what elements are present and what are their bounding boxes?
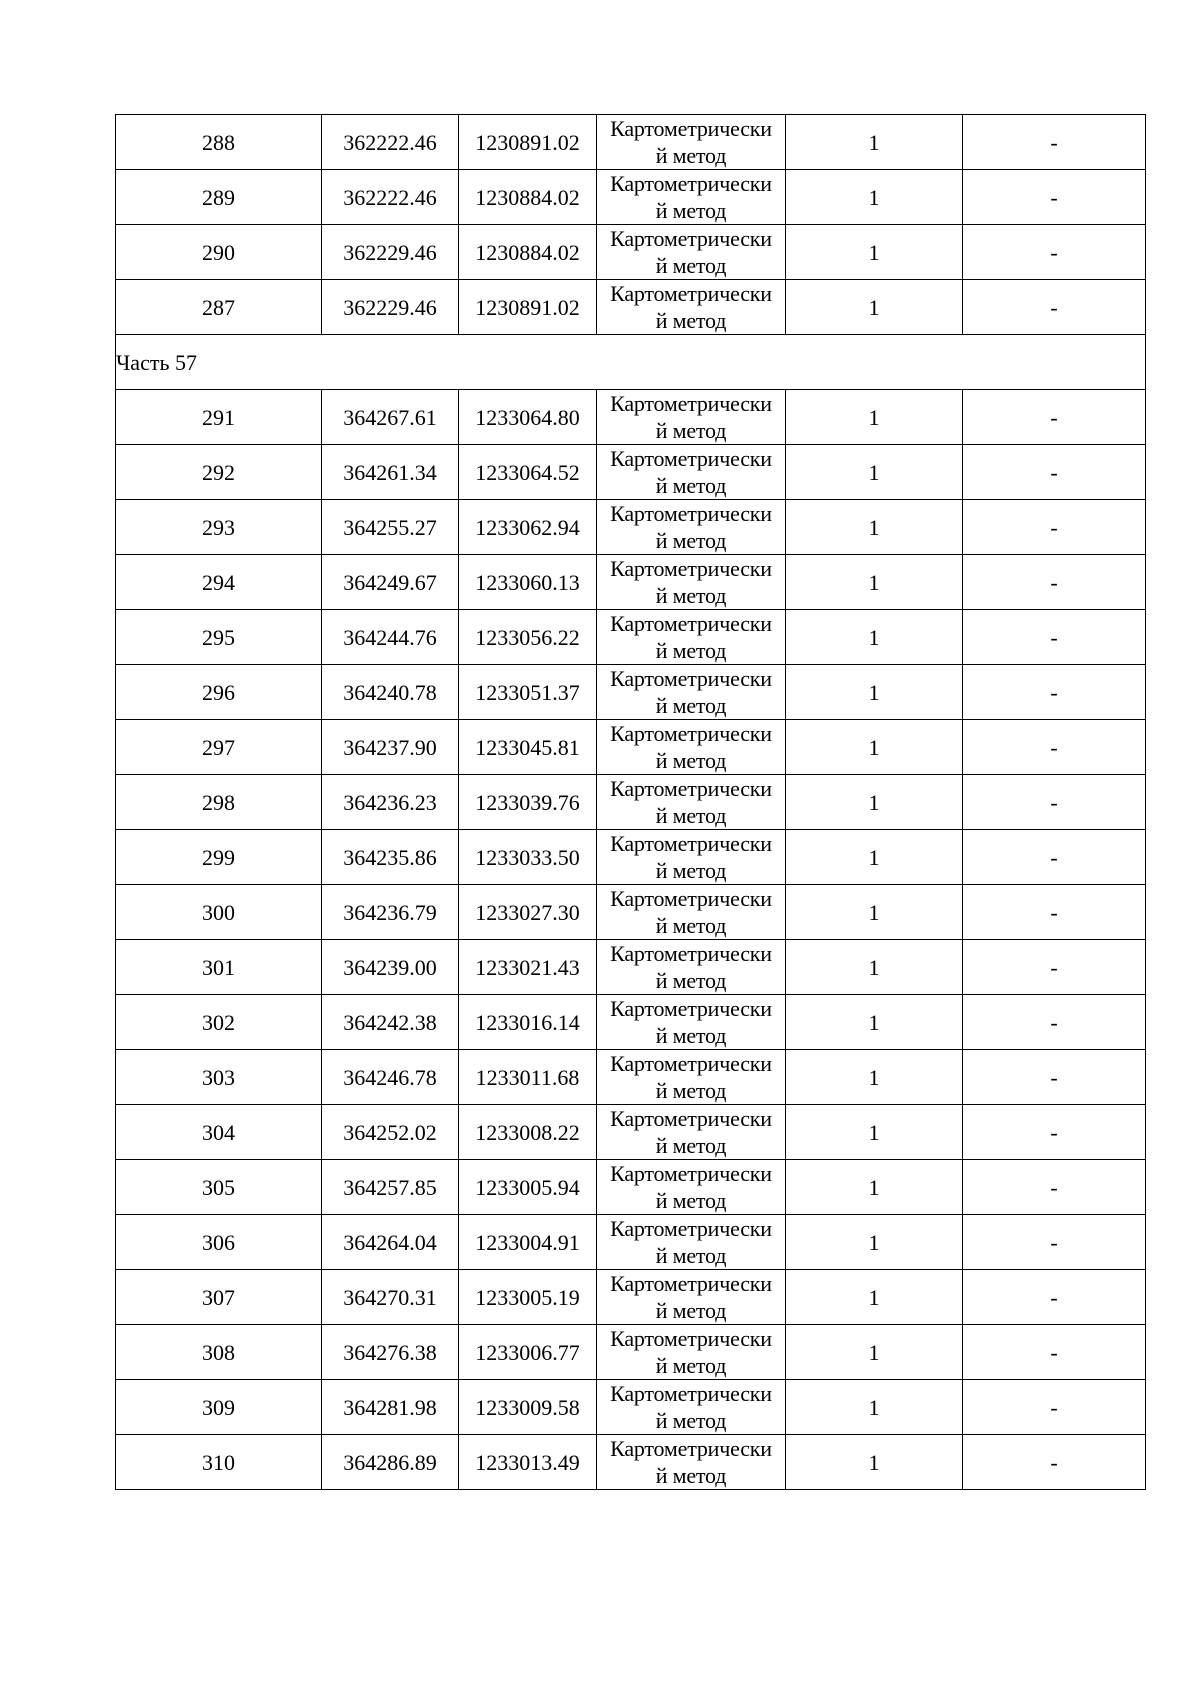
x-coordinate-cell: 364286.89	[322, 1435, 459, 1490]
y-coordinate-cell: 1233039.76	[459, 775, 597, 830]
x-coordinate-cell: 364249.67	[322, 555, 459, 610]
accuracy-cell: 1	[786, 665, 963, 720]
accuracy-cell: 1	[786, 555, 963, 610]
point-number-cell: 288	[116, 115, 322, 170]
method-line-1: Картометрически	[610, 666, 772, 691]
note-cell: -	[963, 445, 1146, 500]
method-line-2: й метод	[655, 693, 727, 718]
x-coordinate-cell: 362229.46	[322, 225, 459, 280]
accuracy-cell: 1	[786, 1435, 963, 1490]
point-number-cell: 303	[116, 1050, 322, 1105]
y-coordinate-cell: 1233064.52	[459, 445, 597, 500]
note-cell: -	[963, 720, 1146, 775]
x-coordinate-cell: 362222.46	[322, 170, 459, 225]
point-number-cell: 306	[116, 1215, 322, 1270]
method-line-2: й метод	[655, 1463, 727, 1488]
method-line-1: Картометрически	[610, 556, 772, 581]
method-cell	[597, 665, 786, 720]
y-coordinate-cell: 1233045.81	[459, 720, 597, 775]
table-row	[116, 1270, 1146, 1325]
x-coordinate-cell: 364246.78	[322, 1050, 459, 1105]
point-number-cell: 292	[116, 445, 322, 500]
table-row	[116, 500, 1146, 555]
point-number-cell: 294	[116, 555, 322, 610]
note-cell: -	[963, 555, 1146, 610]
method-line-1: Картометрически	[610, 501, 772, 526]
note-cell: -	[963, 390, 1146, 445]
point-number-cell: 305	[116, 1160, 322, 1215]
method-line-2: й метод	[655, 1353, 727, 1378]
table-row	[116, 665, 1146, 720]
x-coordinate-cell: 364270.31	[322, 1270, 459, 1325]
method-line-2: й метод	[655, 913, 727, 938]
method-cell	[597, 225, 786, 280]
method-line-2: й метод	[655, 968, 727, 993]
method-line-2: й метод	[655, 583, 727, 608]
method-cell	[597, 170, 786, 225]
table-row	[116, 170, 1146, 225]
method-line-1: Картометрически	[610, 776, 772, 801]
x-coordinate-cell: 364236.79	[322, 885, 459, 940]
method-line-2: й метод	[655, 858, 727, 883]
y-coordinate-cell: 1230891.02	[459, 115, 597, 170]
method-line-2: й метод	[655, 143, 727, 168]
note-cell: -	[963, 500, 1146, 555]
table-row	[116, 885, 1146, 940]
method-cell	[597, 280, 786, 335]
y-coordinate-cell: 1233008.22	[459, 1105, 597, 1160]
note-cell: -	[963, 995, 1146, 1050]
table-row	[116, 1050, 1146, 1105]
method-cell	[597, 1160, 786, 1215]
method-cell	[597, 1215, 786, 1270]
y-coordinate-cell: 1230884.02	[459, 225, 597, 280]
method-line-2: й метод	[655, 1023, 727, 1048]
x-coordinate-cell: 364281.98	[322, 1380, 459, 1435]
coordinates-table	[115, 114, 1146, 1490]
table-row	[116, 610, 1146, 665]
x-coordinate-cell: 364264.04	[322, 1215, 459, 1270]
method-line-1: Картометрически	[610, 1436, 772, 1461]
x-coordinate-cell: 364242.38	[322, 995, 459, 1050]
method-cell	[597, 885, 786, 940]
y-coordinate-cell: 1230884.02	[459, 170, 597, 225]
accuracy-cell: 1	[786, 280, 963, 335]
method-line-2: й метод	[655, 1408, 727, 1433]
method-cell	[597, 720, 786, 775]
y-coordinate-cell: 1233033.50	[459, 830, 597, 885]
accuracy-cell: 1	[786, 500, 963, 555]
method-cell	[597, 995, 786, 1050]
y-coordinate-cell: 1233056.22	[459, 610, 597, 665]
table-row	[116, 995, 1146, 1050]
point-number-cell: 295	[116, 610, 322, 665]
accuracy-cell: 1	[786, 1325, 963, 1380]
point-number-cell: 304	[116, 1105, 322, 1160]
method-cell	[597, 610, 786, 665]
note-cell: -	[963, 1435, 1146, 1490]
table-row	[116, 445, 1146, 500]
accuracy-cell: 1	[786, 610, 963, 665]
note-cell: -	[963, 1215, 1146, 1270]
note-cell: -	[963, 170, 1146, 225]
accuracy-cell: 1	[786, 1380, 963, 1435]
note-cell: -	[963, 940, 1146, 995]
table-row	[116, 280, 1146, 335]
method-cell	[597, 115, 786, 170]
method-line-1: Картометрически	[610, 1161, 772, 1186]
x-coordinate-cell: 364261.34	[322, 445, 459, 500]
x-coordinate-cell: 362222.46	[322, 115, 459, 170]
method-line-2: й метод	[655, 1243, 727, 1268]
method-line-2: й метод	[655, 803, 727, 828]
note-cell: -	[963, 1270, 1146, 1325]
y-coordinate-cell: 1230891.02	[459, 280, 597, 335]
accuracy-cell: 1	[786, 1160, 963, 1215]
accuracy-cell: 1	[786, 1270, 963, 1325]
table-row	[116, 1160, 1146, 1215]
table-row	[116, 555, 1146, 610]
method-cell	[597, 1435, 786, 1490]
accuracy-cell: 1	[786, 1050, 963, 1105]
x-coordinate-cell: 364252.02	[322, 1105, 459, 1160]
method-line-2: й метод	[655, 748, 727, 773]
method-line-1: Картометрически	[610, 1271, 772, 1296]
x-coordinate-cell: 364267.61	[322, 390, 459, 445]
y-coordinate-cell: 1233009.58	[459, 1380, 597, 1435]
method-line-2: й метод	[655, 1078, 727, 1103]
table-row	[116, 1435, 1146, 1490]
note-cell: -	[963, 775, 1146, 830]
point-number-cell: 310	[116, 1435, 322, 1490]
point-number-cell: 291	[116, 390, 322, 445]
table-row	[116, 225, 1146, 280]
x-coordinate-cell: 364236.23	[322, 775, 459, 830]
method-cell	[597, 1325, 786, 1380]
method-cell	[597, 555, 786, 610]
point-number-cell: 298	[116, 775, 322, 830]
method-line-1: Картометрически	[610, 116, 772, 141]
method-line-1: Картометрически	[610, 171, 772, 196]
accuracy-cell: 1	[786, 1215, 963, 1270]
note-cell: -	[963, 1050, 1146, 1105]
method-cell	[597, 830, 786, 885]
method-line-1: Картометрически	[610, 721, 772, 746]
method-cell	[597, 500, 786, 555]
method-line-2: й метод	[655, 638, 727, 663]
x-coordinate-cell: 364235.86	[322, 830, 459, 885]
table-body	[116, 115, 1146, 1490]
y-coordinate-cell: 1233064.80	[459, 390, 597, 445]
accuracy-cell: 1	[786, 225, 963, 280]
point-number-cell: 302	[116, 995, 322, 1050]
point-number-cell: 300	[116, 885, 322, 940]
table-row	[116, 1105, 1146, 1160]
y-coordinate-cell: 1233005.94	[459, 1160, 597, 1215]
method-line-2: й метод	[655, 528, 727, 553]
table-row	[116, 1215, 1146, 1270]
method-line-1: Картометрически	[610, 1106, 772, 1131]
table-row	[116, 1325, 1146, 1380]
accuracy-cell: 1	[786, 775, 963, 830]
method-cell	[597, 940, 786, 995]
method-line-1: Картометрически	[610, 226, 772, 251]
table-row	[116, 115, 1146, 170]
note-cell: -	[963, 665, 1146, 720]
method-line-1: Картометрически	[610, 1051, 772, 1076]
x-coordinate-cell: 364255.27	[322, 500, 459, 555]
x-coordinate-cell: 364257.85	[322, 1160, 459, 1215]
point-number-cell: 296	[116, 665, 322, 720]
note-cell: -	[963, 1380, 1146, 1435]
y-coordinate-cell: 1233006.77	[459, 1325, 597, 1380]
accuracy-cell: 1	[786, 115, 963, 170]
note-cell: -	[963, 225, 1146, 280]
method-line-2: й метод	[655, 1133, 727, 1158]
method-cell	[597, 1270, 786, 1325]
accuracy-cell: 1	[786, 1105, 963, 1160]
table-row	[116, 720, 1146, 775]
method-line-1: Картометрически	[610, 446, 772, 471]
table-row	[116, 390, 1146, 445]
point-number-cell: 308	[116, 1325, 322, 1380]
point-number-cell: 301	[116, 940, 322, 995]
method-line-2: й метод	[655, 308, 727, 333]
method-line-1: Картометрически	[610, 831, 772, 856]
table-row	[116, 1380, 1146, 1435]
table-row	[116, 940, 1146, 995]
y-coordinate-cell: 1233005.19	[459, 1270, 597, 1325]
note-cell: -	[963, 885, 1146, 940]
x-coordinate-cell: 362229.46	[322, 280, 459, 335]
section-label: Часть 57	[116, 335, 1146, 390]
accuracy-cell: 1	[786, 445, 963, 500]
method-line-2: й метод	[655, 1298, 727, 1323]
method-line-1: Картометрически	[610, 611, 772, 636]
x-coordinate-cell: 364239.00	[322, 940, 459, 995]
x-coordinate-cell: 364244.76	[322, 610, 459, 665]
accuracy-cell: 1	[786, 885, 963, 940]
method-cell	[597, 390, 786, 445]
y-coordinate-cell: 1233016.14	[459, 995, 597, 1050]
section-header-row	[116, 335, 1146, 390]
method-line-2: й метод	[655, 1188, 727, 1213]
point-number-cell: 307	[116, 1270, 322, 1325]
method-line-1: Картометрически	[610, 996, 772, 1021]
y-coordinate-cell: 1233027.30	[459, 885, 597, 940]
method-cell	[597, 1050, 786, 1105]
method-line-1: Картометрически	[610, 886, 772, 911]
point-number-cell: 293	[116, 500, 322, 555]
accuracy-cell: 1	[786, 720, 963, 775]
point-number-cell: 287	[116, 280, 322, 335]
y-coordinate-cell: 1233021.43	[459, 940, 597, 995]
point-number-cell: 289	[116, 170, 322, 225]
x-coordinate-cell: 364276.38	[322, 1325, 459, 1380]
table-row	[116, 775, 1146, 830]
y-coordinate-cell: 1233051.37	[459, 665, 597, 720]
accuracy-cell: 1	[786, 390, 963, 445]
method-line-1: Картометрически	[610, 1326, 772, 1351]
note-cell: -	[963, 610, 1146, 665]
method-line-1: Картометрически	[610, 281, 772, 306]
x-coordinate-cell: 364237.90	[322, 720, 459, 775]
method-line-1: Картометрически	[610, 1216, 772, 1241]
point-number-cell: 309	[116, 1380, 322, 1435]
note-cell: -	[963, 830, 1146, 885]
method-line-2: й метод	[655, 473, 727, 498]
point-number-cell: 297	[116, 720, 322, 775]
y-coordinate-cell: 1233013.49	[459, 1435, 597, 1490]
y-coordinate-cell: 1233062.94	[459, 500, 597, 555]
y-coordinate-cell: 1233060.13	[459, 555, 597, 610]
accuracy-cell: 1	[786, 995, 963, 1050]
note-cell: -	[963, 1160, 1146, 1215]
method-line-1: Картометрически	[610, 391, 772, 416]
method-line-1: Картометрически	[610, 1381, 772, 1406]
method-cell	[597, 445, 786, 500]
accuracy-cell: 1	[786, 940, 963, 995]
method-cell	[597, 1105, 786, 1160]
table-row	[116, 830, 1146, 885]
point-number-cell: 290	[116, 225, 322, 280]
method-line-2: й метод	[655, 418, 727, 443]
note-cell: -	[963, 1105, 1146, 1160]
method-line-2: й метод	[655, 253, 727, 278]
x-coordinate-cell: 364240.78	[322, 665, 459, 720]
method-line-1: Картометрически	[610, 941, 772, 966]
y-coordinate-cell: 1233011.68	[459, 1050, 597, 1105]
method-cell	[597, 1380, 786, 1435]
point-number-cell: 299	[116, 830, 322, 885]
y-coordinate-cell: 1233004.91	[459, 1215, 597, 1270]
note-cell: -	[963, 115, 1146, 170]
method-line-2: й метод	[655, 198, 727, 223]
accuracy-cell: 1	[786, 830, 963, 885]
method-cell	[597, 775, 786, 830]
note-cell: -	[963, 280, 1146, 335]
accuracy-cell: 1	[786, 170, 963, 225]
note-cell: -	[963, 1325, 1146, 1380]
